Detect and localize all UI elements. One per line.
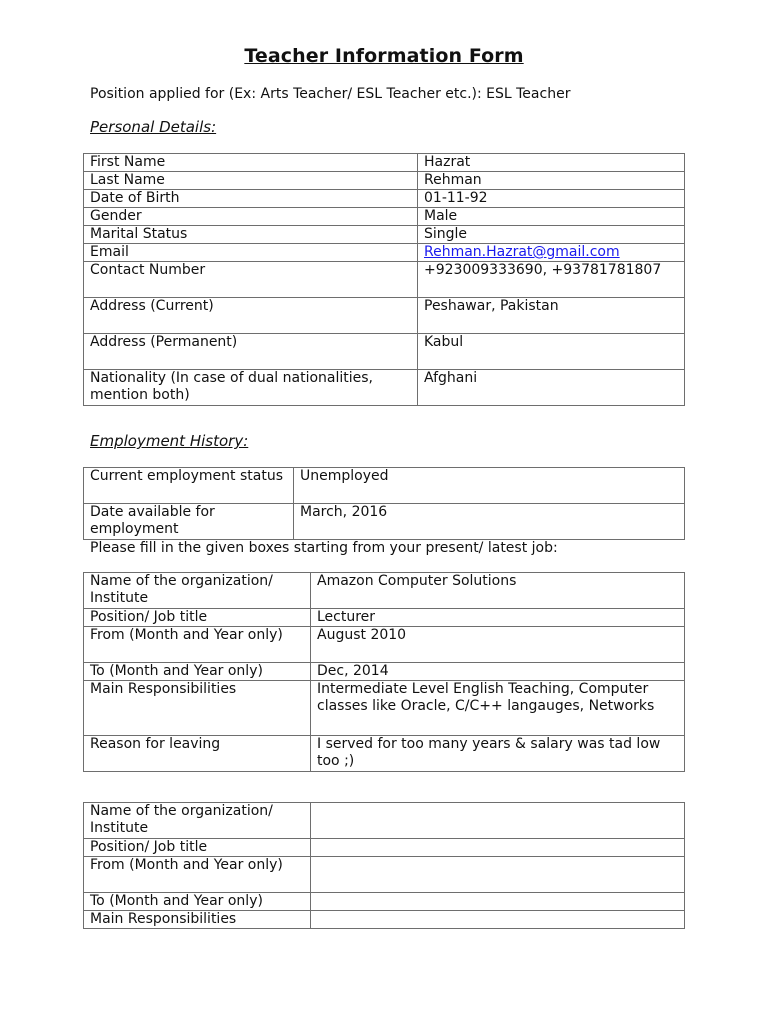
row-date-of-birth [84, 190, 685, 208]
row-from-date [84, 627, 685, 663]
value-date-available[interactable]: March, 2016 [294, 504, 685, 540]
row-marital-status [84, 226, 685, 244]
value-date-of-birth[interactable]: 01-11-92 [418, 190, 685, 208]
label-nationality: Nationality (In case of dual nationalities, mention both) [84, 370, 418, 406]
label-from-date: From (Month and Year only) [84, 857, 311, 893]
row-nationality [84, 370, 685, 406]
value-position-title[interactable]: Lecturer [311, 609, 685, 627]
label-main-responsibilities: Main Responsibilities [84, 681, 311, 736]
row-organization [84, 803, 685, 839]
label-email: Email [84, 244, 418, 262]
value-organization[interactable] [311, 803, 685, 839]
label-reason-for-leaving: Reason for leaving [84, 736, 311, 772]
row-position-title [84, 609, 685, 627]
position-applied-line: Position applied for (Ex: Arts Teacher/ ESL Teacher etc.): ESL Teacher [90, 86, 571, 102]
employment-history-heading: Employment History: [90, 432, 249, 450]
value-marital-status[interactable]: Single [418, 226, 685, 244]
row-main-responsibilities [84, 681, 685, 736]
label-to-date: To (Month and Year only) [84, 663, 311, 681]
value-to-date[interactable] [311, 893, 685, 911]
label-from-date: From (Month and Year only) [84, 627, 311, 663]
row-current-employment-status [84, 468, 685, 504]
value-address-current[interactable]: Peshawar, Pakistan [418, 298, 685, 334]
value-organization[interactable]: Amazon Computer Solutions [311, 573, 685, 609]
value-to-date[interactable]: Dec, 2014 [311, 663, 685, 681]
label-gender: Gender [84, 208, 418, 226]
label-address-permanent: Address (Permanent) [84, 334, 418, 370]
value-current-employment-status[interactable]: Unemployed [294, 468, 685, 504]
row-to-date [84, 893, 685, 911]
value-main-responsibilities[interactable] [311, 911, 685, 929]
label-position-title: Position/ Job title [84, 839, 311, 857]
row-email [84, 244, 685, 262]
form-title: Teacher Information Form [244, 45, 524, 67]
value-first-name[interactable]: Hazrat [418, 154, 685, 172]
row-from-date [84, 857, 685, 893]
row-to-date [84, 663, 685, 681]
label-address-current: Address (Current) [84, 298, 418, 334]
value-from-date[interactable]: August 2010 [311, 627, 685, 663]
label-to-date: To (Month and Year only) [84, 893, 311, 911]
label-first-name: First Name [84, 154, 418, 172]
value-from-date[interactable] [311, 857, 685, 893]
personal-details-table [83, 153, 685, 406]
row-organization [84, 573, 685, 609]
label-organization: Name of the organization/ Institute [84, 573, 311, 609]
row-position-title [84, 839, 685, 857]
fill-in-instruction: Please fill in the given boxes starting from your present/ latest job: [90, 540, 558, 556]
label-position-title: Position/ Job title [84, 609, 311, 627]
label-marital-status: Marital Status [84, 226, 418, 244]
label-date-of-birth: Date of Birth [84, 190, 418, 208]
personal-details-heading: Personal Details: [90, 118, 217, 136]
label-organization: Name of the organization/ Institute [84, 803, 311, 839]
row-first-name [84, 154, 685, 172]
label-last-name: Last Name [84, 172, 418, 190]
value-reason-for-leaving[interactable]: I served for too many years & salary was tad low too ;) [311, 736, 685, 772]
label-main-responsibilities: Main Responsibilities [84, 911, 311, 929]
value-last-name[interactable]: Rehman [418, 172, 685, 190]
value-main-responsibilities[interactable]: Intermediate Level English Teaching, Computer classes like Oracle, C/C++ langauges, Networks [311, 681, 685, 736]
row-date-available [84, 504, 685, 540]
value-nationality[interactable]: Afghani [418, 370, 685, 406]
row-gender [84, 208, 685, 226]
row-address-permanent [84, 334, 685, 370]
row-reason-for-leaving [84, 736, 685, 772]
label-contact-number: Contact Number [84, 262, 418, 298]
email-link[interactable]: Rehman.Hazrat@gmail.com [424, 244, 620, 260]
label-date-available: Date available for employment [84, 504, 294, 540]
row-address-current [84, 298, 685, 334]
value-gender[interactable]: Male [418, 208, 685, 226]
value-position-title[interactable] [311, 839, 685, 857]
label-current-employment-status: Current employment status [84, 468, 294, 504]
employment-status-table [83, 467, 685, 540]
job-history-table-2 [83, 802, 685, 929]
row-main-responsibilities [84, 911, 685, 929]
value-contact-number[interactable]: +923009333690, +93781781807 [418, 262, 685, 298]
row-last-name [84, 172, 685, 190]
job-history-table-1 [83, 572, 685, 772]
value-address-permanent[interactable]: Kabul [418, 334, 685, 370]
row-contact-number [84, 262, 685, 298]
value-email[interactable] [418, 244, 685, 262]
